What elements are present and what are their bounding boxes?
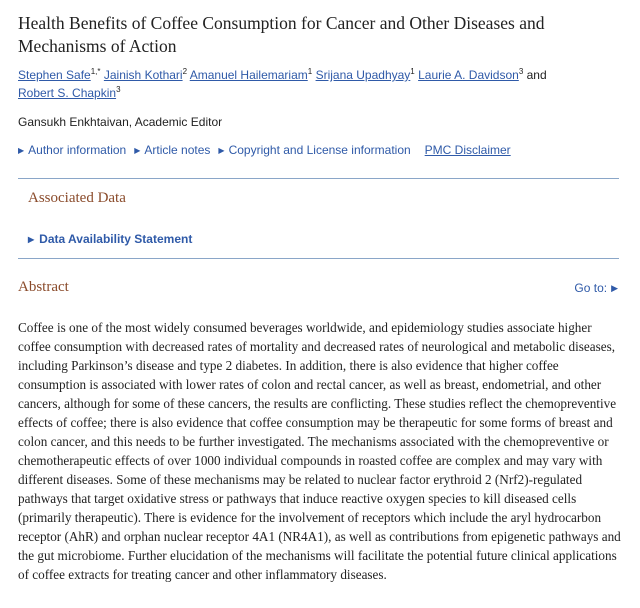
section-divider: [18, 258, 619, 259]
data-availability-label: Data Availability Statement: [39, 232, 193, 246]
abstract-heading: Abstract: [18, 279, 69, 295]
article-notes-toggle[interactable]: [134, 143, 210, 157]
copyright-toggle[interactable]: [218, 143, 410, 157]
author-link[interactable]: Robert S. Chapkin: [18, 86, 117, 100]
author-link[interactable]: Laurie A. Davidson: [418, 68, 519, 82]
academic-editor: Gansukh Enkhtaivan, Academic Editor: [18, 115, 223, 129]
triangle-right-icon: ▶: [611, 282, 618, 293]
author-information-toggle[interactable]: [18, 143, 126, 157]
triangle-right-icon: ▶: [134, 145, 141, 155]
author-affiliation: 1: [307, 67, 313, 76]
abstract-text: Coffee is one of the most widely consumed beverages worldwide, and epidemiology studies associate higher coffee consumption with decreased rates of mortality and decreased rates of neurological and metabolic diseases, including Parkinson’s disease and type 2 diabetes. In addition, there is also evidence that higher coffee consumption is associated with lower rates of colon and rectal cancer, as well as breast, endometrial, and other cancers, although for some of these cancers, the results are conflicting. These studies reflect the chemopreventive effects of coffee; there is also evidence that coffee consumption may be therapeutic for some forms of breast and colon cancer, and this needs to be further investigated. The mechanisms associated with the chemopreventive or chemotherapeutic effects of over 1000 individual compounds in roasted coffee are complex and may vary with different diseases. Some of these mechanisms may be related to nuclear factor erythroid 2 (Nrf2)-regulated pathways that target oxidative stress or pathways that induce reactive oxygen species to kill diseased cells (primarily therapeutic). There is evidence for the involvement of receptors which include the aryl hydrocarbon receptor (AhR) and orphan nuclear receptor 4A1 (NR4A1), as well as contributions from epigenetic pathways and the gut microbiome. Further elucidation of the mechanisms will facilitate the potential future clinical applications of coffee extracts for treating cancer and other inflammatory diseases.: [18, 320, 621, 582]
author-link[interactable]: Stephen Safe: [18, 68, 91, 82]
author-link[interactable]: Jainish Kothari: [103, 68, 183, 82]
section-divider: [18, 178, 619, 179]
author-affiliation: 2: [182, 67, 188, 76]
associated-data-heading: Associated Data: [28, 190, 126, 206]
author-list: [18, 66, 628, 102]
data-availability-toggle[interactable]: [28, 232, 192, 246]
copyright-label: Copyright and License information: [228, 143, 411, 157]
author-information-label: Author information: [28, 143, 127, 157]
triangle-right-icon: ▶: [218, 145, 225, 155]
author-affiliation: 1: [410, 67, 415, 76]
go-to-menu[interactable]: [574, 281, 618, 295]
author-affiliation: 3: [116, 85, 121, 94]
author-link[interactable]: Srijana Upadhyay: [315, 68, 411, 82]
author-affiliation: 1,*: [90, 67, 101, 76]
author-link[interactable]: Amanuel Hailemariam: [189, 68, 308, 82]
pmc-disclaimer-link[interactable]: PMC Disclaimer: [424, 143, 511, 157]
article-title: Health Benefits of Coffee Consumption for Cancer and Other Diseases and Mechanisms of Action: [18, 13, 545, 56]
go-to-label: Go to:: [574, 281, 608, 295]
article-info-links: [18, 143, 511, 157]
author-affiliation: 3: [518, 67, 524, 76]
article-notes-label: Article notes: [144, 143, 211, 157]
triangle-right-icon: ▶: [18, 145, 25, 155]
author-separator: and: [523, 68, 547, 82]
triangle-right-icon: ▶: [28, 234, 35, 244]
